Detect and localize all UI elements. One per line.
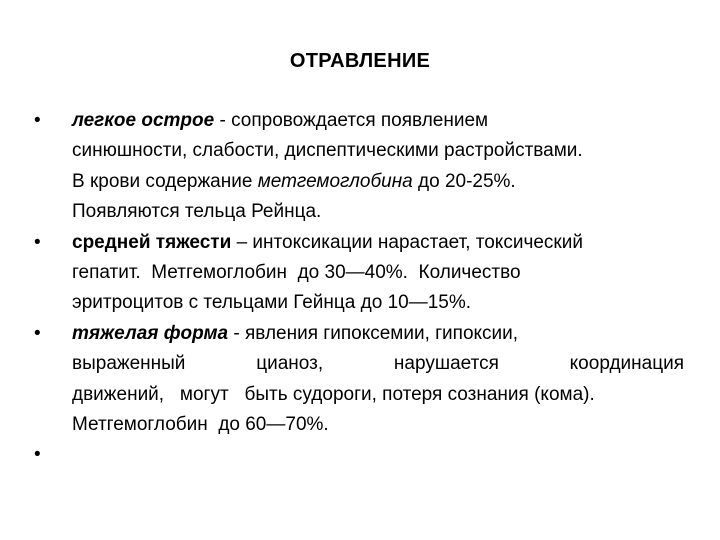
- term-separator: -: [214, 110, 232, 131]
- bullet-dot-icon: •: [34, 110, 41, 131]
- bullet-item-severe: [34, 319, 694, 441]
- bullet-line: синюшности, слабости, диспептическими растройствами.: [72, 140, 583, 162]
- bullet-dot-icon: •: [34, 444, 41, 466]
- bullet-line: [72, 167, 694, 197]
- slide-title: ОТРАВЛЕНИЕ: [289, 50, 431, 72]
- bullet-text: сопровождается появлением: [231, 110, 489, 131]
- term-separator: –: [231, 231, 253, 253]
- bullet-item-moderate: [34, 228, 694, 319]
- bullet-term: легкое острое: [72, 110, 215, 131]
- bullet-text: явления гипоксемии, гипоксии,: [245, 322, 519, 344]
- bullet-item-empty: [34, 440, 694, 470]
- bullet-term: тяжелая форма: [72, 322, 229, 344]
- bullet-line: [72, 106, 694, 136]
- bullet-word: координация: [569, 353, 684, 375]
- bullet-line: [72, 319, 694, 349]
- bullet-dot-icon: •: [34, 322, 41, 344]
- bullet-text: интоксикации нарастает, токсический: [252, 231, 583, 253]
- bullet-word: нарушается: [393, 353, 499, 375]
- bullet-line: Метгемоглобин до 60—70%.: [72, 414, 329, 436]
- bullet-list: [34, 106, 694, 471]
- bullet-text: В крови содержание: [72, 170, 258, 192]
- bullet-term: средней тяжести: [72, 231, 232, 253]
- bullet-line: [72, 440, 694, 470]
- bullet-line: гепатит. Метгемоглобин до 30—40%. Количество: [72, 262, 521, 284]
- bullet-line: [72, 349, 684, 379]
- bullet-line: движений, могут быть судороги, потеря сознания (кома).: [72, 383, 595, 405]
- emphasis-text: метгемоглобина: [257, 170, 413, 192]
- bullet-text: до 20-25%.: [412, 170, 516, 192]
- bullet-line: Появляются тельца Рейнца.: [72, 201, 322, 223]
- bullet-item-mild: [34, 106, 694, 228]
- bullet-line: эритроцитов с тельцами Гейнца до 10—15%.: [72, 292, 472, 314]
- bullet-word: выраженный: [72, 353, 186, 375]
- bullet-word: цианоз,: [256, 353, 324, 375]
- bullet-line: [72, 228, 694, 258]
- bullet-dot-icon: •: [34, 231, 41, 253]
- term-separator: -: [228, 322, 246, 344]
